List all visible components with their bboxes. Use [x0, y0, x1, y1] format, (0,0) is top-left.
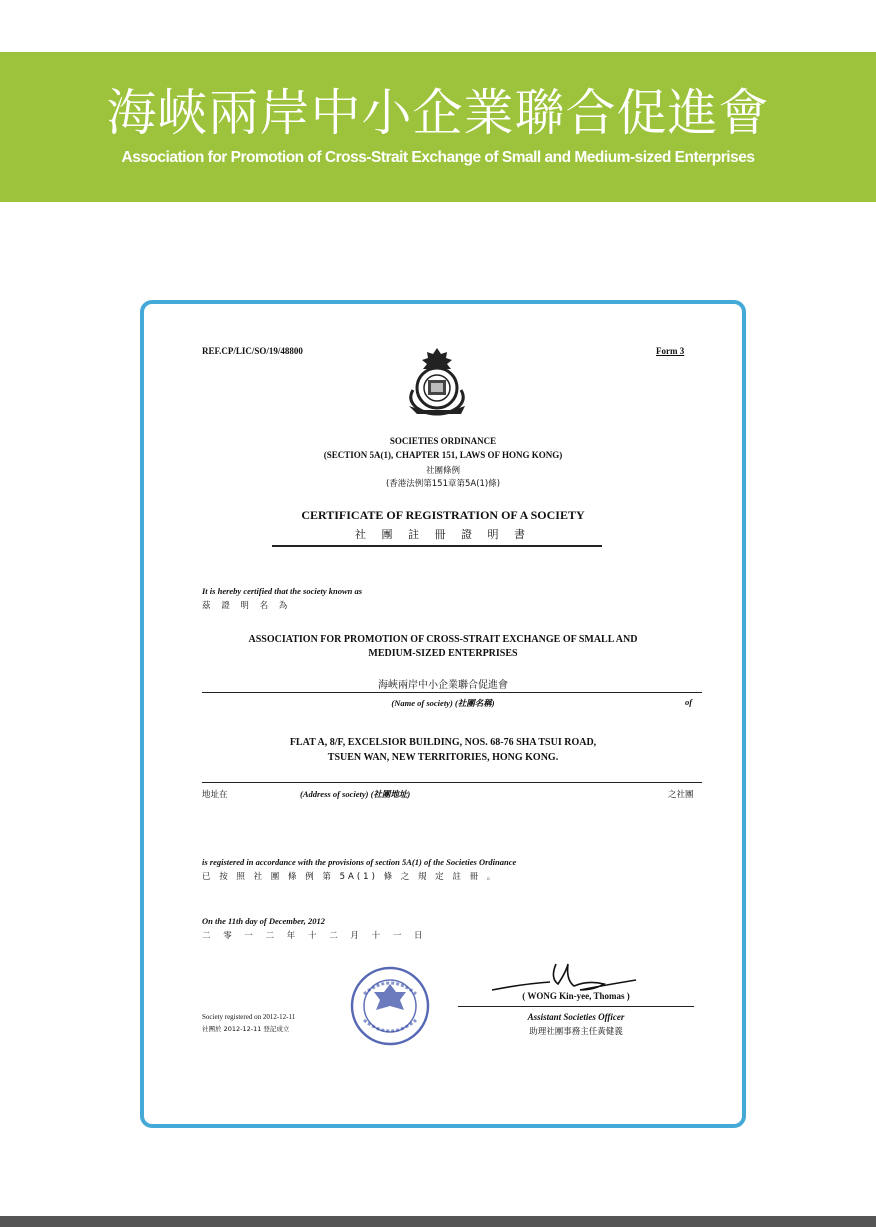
name-field-label: (Name of society) (社團名稱) [391, 698, 495, 708]
banner-title-chinese: 海峽兩岸中小企業聯合促進會 [106, 84, 770, 142]
official-seal-stamp [348, 964, 432, 1048]
title-underline [272, 545, 602, 547]
address-line1: FLAT A, 8/F, EXCELSIOR BUILDING, NOS. 68-76 SHA TSUI ROAD, [289, 737, 597, 748]
signature-rule [458, 1006, 694, 1007]
address-field-label: (Address of society) (社團地址) [300, 789, 411, 799]
header-banner [0, 52, 876, 202]
address-suffix-chinese: 之社團 [668, 790, 694, 800]
officer-title-english: Assistant Societies Officer [527, 1012, 625, 1022]
footer-bar [0, 1216, 876, 1227]
certify-text-chinese: 茲 證 明 名 為 [202, 601, 292, 611]
address-prefix-chinese: 地址在 [202, 790, 228, 800]
registration-note-chinese: 社團於 2012-12-11 登記成立 [202, 1025, 290, 1033]
certificate-title-english: CERTIFICATE OF REGISTRATION OF A SOCIETY [301, 508, 585, 522]
address-rule [202, 782, 702, 783]
ordinance-section-chinese: (香港法例第151章第5A(1)條) [385, 479, 501, 489]
officer-title-chinese: 助理社團事務主任黃健義 [529, 1027, 623, 1037]
society-name-english-line1: ASSOCIATION FOR PROMOTION OF CROSS-STRAIT EXCHANGE OF SMALL AND [248, 634, 638, 645]
certificate-frame [140, 300, 746, 1128]
registration-note-english: Society registered on 2012-12-11 [202, 1013, 296, 1021]
certificate-document [144, 304, 742, 1124]
registered-text-english: is registered in accordance with the provisions of section 5A(1) of the Societies Ordinance [202, 857, 517, 867]
society-name-chinese: 海峽兩岸中小企業聯合促進會 [378, 680, 508, 691]
police-crest-emblem [401, 346, 473, 422]
certificate-title-chinese: 社 團 註 冊 證 明 書 [355, 528, 531, 541]
date-english: On the 11th day of December, 2012 [202, 916, 326, 926]
ordinance-title-english: SOCIETIES ORDINANCE [389, 436, 497, 446]
ordinance-section-english: (SECTION 5A(1), CHAPTER 151, LAWS OF HONG KONG) [323, 450, 563, 460]
ordinance-title-chinese: 社團條例 [425, 466, 460, 476]
banner-title-english: Association for Promotion of Cross-Strait Exchange of Small and Medium-sized Enterprises [121, 149, 755, 166]
of-label: of [685, 697, 693, 707]
officer-name: ( WONG Kin-yee, Thomas ) [522, 991, 630, 1001]
date-chinese: 二 零 一 二 年 十 二 月 十 一 日 [202, 931, 428, 941]
certify-text-english: It is hereby certified that the society known as [202, 586, 363, 596]
form-number: Form 3 [656, 346, 685, 356]
society-name-english-line2: MEDIUM-SIZED ENTERPRISES [368, 648, 518, 659]
registered-text-chinese: 已 按 照 社 團 條 例 第 5A(1) 條 之 規 定 註 冊 。 [202, 872, 499, 882]
name-rule [202, 692, 702, 693]
address-line2: TSUEN WAN, NEW TERRITORIES, HONG KONG. [327, 752, 559, 763]
reference-number: REF.CP/LIC/SO/19/48800 [202, 346, 303, 356]
